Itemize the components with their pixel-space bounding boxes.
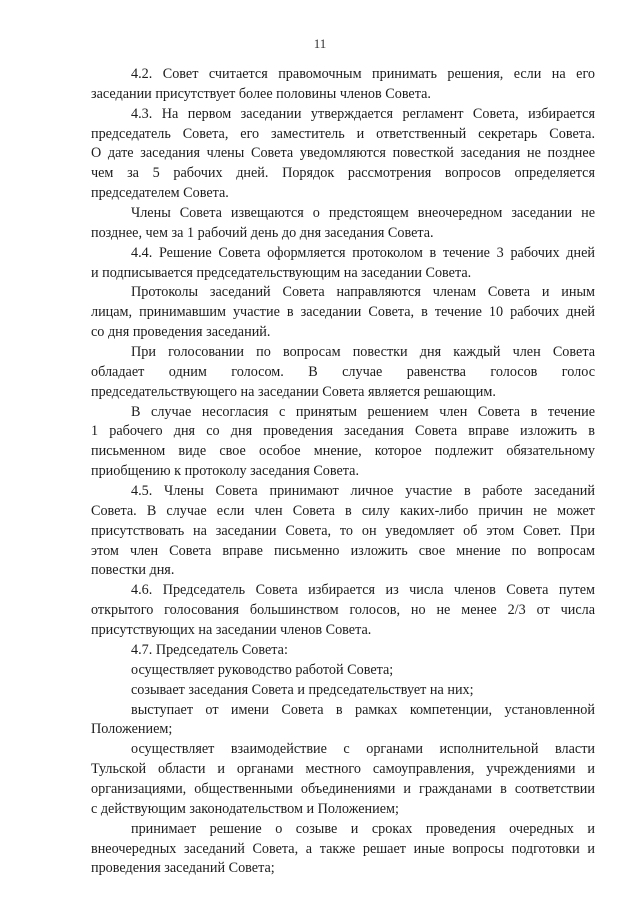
paragraph-line: повестки дня. [91, 562, 175, 579]
paragraph [91, 661, 595, 681]
paragraph-line: присутствовать на заседании Совета, то он уведомляет об этом Совет. При [91, 522, 595, 539]
paragraph [91, 641, 595, 661]
paragraph-line: открытого голосования большинством голосов, но не менее 2/3 от числа [91, 602, 595, 619]
paragraph [91, 701, 595, 741]
paragraph-line: 4.2. Совет считается правомочным принимать решения, если на его [131, 66, 595, 82]
paragraph-line: внеочередных заседаний Совета, а также решает иные вопросы подготовки и [91, 840, 595, 857]
paragraph-line: приобщению к протоколу заседания Совета. [91, 463, 360, 480]
page-number: 11 [313, 36, 327, 51]
paragraph-line: присутствующих на заседании членов Совета. [91, 622, 372, 639]
document-body [91, 65, 595, 879]
paragraph-line: этом член Совета вправе письменно изложить свое мнение по вопросам [91, 542, 595, 559]
paragraph-line: 4.3. На первом заседании утверждается регламент Совета, избирается [131, 105, 595, 122]
paragraph-line: 4.4. Решение Совета оформляется протоколом в течение 3 рабочих дней [131, 244, 595, 261]
paragraph-line: выступает от имени Совета в рамках компетенции, установленной [131, 701, 595, 718]
paragraph [91, 403, 595, 482]
paragraph-line: 4.6. Председатель Совета избирается из числа членов Совета путем [131, 582, 595, 599]
paragraph-line: осуществляет взаимодействие с органами исполнительной власти [131, 741, 595, 758]
paragraph-line: принимает решение о созыве и сроках проведения очередных и [131, 820, 595, 837]
paragraph-line: О дате заседания члены Совета уведомляются повесткой заседания не позднее [91, 145, 595, 162]
paragraph-line: 4.5. Члены Совета принимают личное участие в работе заседаний [131, 483, 595, 500]
paragraph [91, 65, 595, 105]
paragraph-line: осуществляет руководство работой Совета; [131, 661, 394, 678]
paragraph [91, 244, 595, 284]
paragraph-line: письменном виде свое особое мнение, которое подлежит обязательному [91, 443, 595, 460]
paragraph-line: При голосовании по вопросам повестки дня каждый член Совета [131, 344, 595, 361]
paragraph [91, 204, 595, 244]
paragraph-line: со дня проведения заседаний. [91, 324, 271, 341]
paragraph-line: председателем Совета. [91, 185, 229, 202]
paragraph-line: организациями, общественными объединениями и гражданами в соответствии [91, 780, 595, 797]
paragraph [91, 581, 595, 641]
paragraph-line: с действующим законодательством и Положением; [91, 800, 399, 817]
paragraph-line: позднее, чем за 1 рабочий день до дня заседания Совета. [91, 224, 434, 241]
paragraph-line: В случае несогласия с принятым решением член Совета в течение [131, 403, 595, 420]
paragraph [91, 283, 595, 343]
paragraph-line: обладает одним голосом. В случае равенства голосов голос [91, 363, 595, 380]
paragraph-line: Тульской области и органами местного самоуправления, учреждениями и [91, 761, 595, 778]
paragraph-line: Члены Совета извещаются о предстоящем внеочередном заседании не [131, 205, 595, 222]
paragraph [91, 105, 595, 204]
paragraph-line: заседании присутствует более половины членов Совета. [91, 85, 431, 102]
paragraph-line: чем за 5 рабочих дней. Порядок рассмотрения вопросов определяется [91, 165, 595, 182]
paragraph-line: Протоколы заседаний Совета направляются членам Совета и иным [131, 284, 595, 301]
paragraph-line: 4.7. Председатель Совета: [131, 641, 288, 658]
paragraph [91, 820, 595, 880]
paragraph-line: лицам, принимавшим участие в заседании Совета, в течение 10 рабочих дней [91, 304, 595, 321]
paragraph-line: председатель Совета, его заместитель и ответственный секретарь Совета. [91, 125, 595, 142]
paragraph-line: созывает заседания Совета и председательствует на них; [131, 681, 474, 698]
paragraph [91, 740, 595, 819]
paragraph [91, 343, 595, 403]
paragraph-line: и подписывается председательствующим на заседании Совета. [91, 264, 472, 281]
paragraph-line: 1 рабочего дня со дня проведения заседания Совета вправе изложить в [91, 423, 595, 440]
paragraph [91, 482, 595, 581]
paragraph-line: проведения заседаний Совета; [91, 860, 275, 877]
paragraph-line: Совета. В случае если член Совета в силу каких-либо причин не может [91, 502, 595, 519]
paragraph-line: Положением; [91, 721, 173, 738]
paragraph [91, 681, 595, 701]
paragraph-line: председательствующего на заседании Совета является решающим. [91, 383, 496, 400]
